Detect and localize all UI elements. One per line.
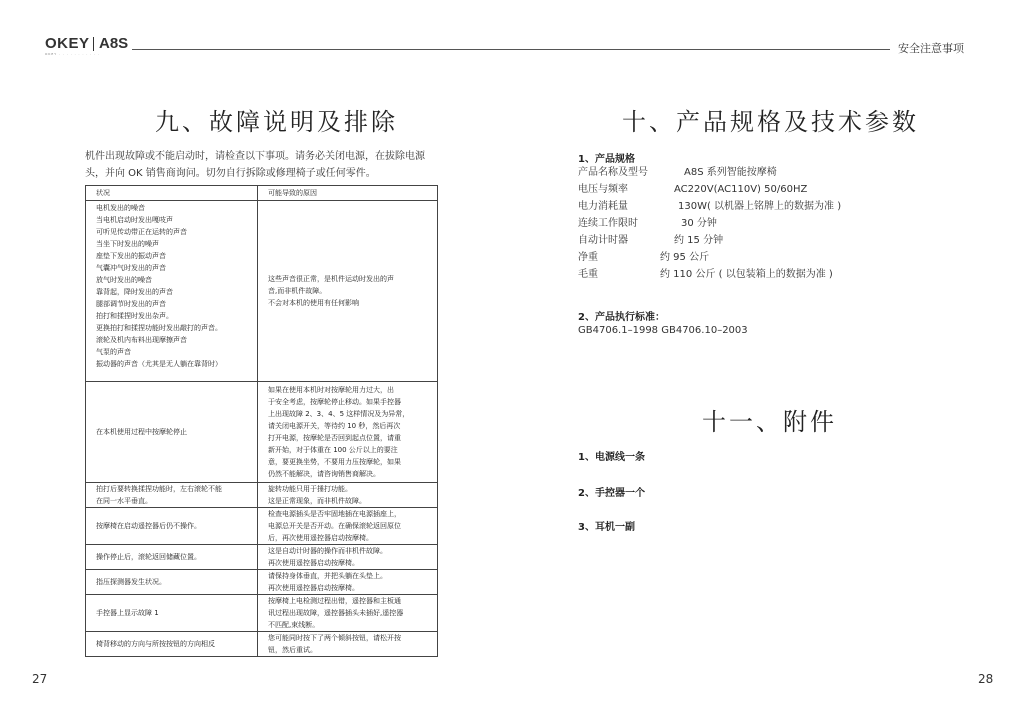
spec-row: [578, 266, 918, 283]
condition-line: 座垫下发出的振动声音: [96, 252, 166, 260]
intro-line: 机件出现故障或不能启动时，请检查以下事项。请务必关闭电源，在拔除电源: [85, 151, 425, 162]
cause-line: 讯过程出现故障，遥控器插头未插好,遥控器: [268, 609, 404, 617]
cause-line: 不会对本机的使用有任何影响: [268, 299, 359, 307]
logo-model-text: A8S: [99, 35, 129, 52]
cause-line: 再次使用遥控器启动按摩椅。: [268, 584, 359, 592]
cause-line: 音,而非机件故障。: [268, 287, 327, 295]
condition-line: 按摩椅在启动遥控器后仍不操作。: [96, 522, 201, 530]
page-number-right: 28: [978, 672, 994, 686]
cause-line: 再次使用遥控器启动按摩椅。: [268, 559, 359, 567]
cause-line: 这是正常现象，而非机件故障。: [268, 497, 366, 505]
spec-label: 产品名称及型号: [578, 167, 648, 178]
spec-row: [578, 164, 918, 181]
spec-value: 约 95 公斤: [660, 252, 710, 263]
cause-line: 电源总开关是否开动。在确保滚轮返回原位: [268, 522, 401, 530]
page-number-left: 27: [32, 672, 48, 686]
cause-cell: [258, 483, 438, 508]
cause-line: 检查电源插头是否牢固地插在电源插座上，: [268, 510, 401, 518]
cause-line: 钮，然后重试。: [268, 646, 317, 654]
condition-cell: [86, 382, 258, 483]
cause-line: 如果在使用本机时对按摩轮用力过大，出: [268, 386, 394, 394]
condition-line: 当坐下时发出的噪声: [96, 240, 159, 248]
condition-line: 放气时发出的噪音: [96, 276, 152, 284]
cause-line: 于安全考虑，按摩轮停止移动。如果手控器: [268, 398, 401, 406]
spec-value: 约 110 公斤 ( 以包装箱上的数据为准 ): [660, 269, 833, 280]
troubleshooting-intro: [85, 149, 457, 182]
condition-line: 腿部调节时发出的声音: [96, 300, 166, 308]
cause-cell: [258, 570, 438, 595]
table-row: [86, 508, 438, 545]
condition-line: 当电机启动时发出嘎吱声: [96, 216, 173, 224]
table-row: [86, 545, 438, 570]
cause-line: 打开电源，按摩轮是否回到起点位置，请重: [268, 434, 401, 442]
condition-line: 电机发出的噪音: [96, 204, 145, 212]
cause-line: 请关闭电源开关，等待约 10 秒，然后再次: [268, 422, 401, 430]
accessory-item: 3、耳机一副: [578, 522, 635, 533]
condition-line: 手控器上显示故障 1: [96, 609, 159, 617]
cause-line: 不匹配,束线断。: [268, 621, 320, 629]
troubleshooting-table: [85, 185, 438, 657]
condition-line: 更换拍打和揉捏功能时发出敲打的声音。: [96, 324, 222, 332]
column-header-cause: 可能导致的原因: [258, 186, 438, 201]
spec-row: [578, 198, 918, 215]
logo-divider: [93, 37, 94, 51]
spec-value: 130W( 以机器上铭牌上的数据为准 ): [678, 201, 842, 212]
spec-label: 电力消耗量: [578, 201, 628, 212]
cause-line: 按摩椅上电检测过程出错，遥控器和主板通: [268, 597, 401, 605]
spec-value: A8S 系列智能按摩椅: [684, 167, 777, 178]
logo-subtext: OKEY . . . . . . . . . . .: [45, 52, 101, 56]
condition-cell: [86, 545, 258, 570]
condition-line: 气囊冲气时发出的声音: [96, 264, 166, 272]
cause-line: 旋转功能只用于捶打功能。: [268, 485, 352, 493]
condition-line: 拍打和揉捏时发出杂声。: [96, 312, 173, 320]
spec-row: [578, 215, 918, 232]
condition-line: 在同一水平垂直。: [96, 497, 152, 505]
condition-line: 可听见传动带正在运转的声音: [96, 228, 187, 236]
spec-row: [578, 249, 918, 266]
spec-row: [578, 181, 918, 198]
cause-line: 这些声音很正常，是机件运动时发出的声: [268, 275, 394, 283]
standard-heading: 2、产品执行标准：: [578, 312, 665, 323]
table-row: [86, 632, 438, 657]
spec-label: 净重: [578, 252, 598, 263]
cause-cell: [258, 508, 438, 545]
troubleshooting-title: 九、故障说明及排除: [155, 108, 398, 136]
cause-line: 仍然不能解决，请咨询销售商解决。: [268, 470, 380, 478]
spec-list: [578, 164, 918, 289]
spec-label: 毛重: [578, 269, 598, 280]
cause-line: 这是自动计时器的操作而非机件故障。: [268, 547, 387, 555]
accessory-item: 2、手控器一个: [578, 488, 645, 499]
cause-line: 请保持身体垂直，并把头躺在头垫上。: [268, 572, 387, 580]
cause-cell: [258, 382, 438, 483]
spec-value: AC220V(AC110V) 50/60HZ: [674, 184, 808, 195]
spec-value: 30 分钟: [681, 218, 717, 229]
spec-value: 约 15 分钟: [674, 235, 724, 246]
table-row: [86, 570, 438, 595]
accessory-item: 1、电源线一条: [578, 452, 645, 463]
header-rule: [132, 49, 890, 50]
standard-text: GB4706.1–1998 GB4706.10–2003: [578, 325, 748, 336]
brand-logo: [45, 36, 127, 60]
condition-cell: [86, 483, 258, 508]
condition-cell: [86, 632, 258, 657]
table-header-row: [86, 186, 438, 201]
spec-label: 电压与频率: [578, 184, 628, 195]
table-row: [86, 483, 438, 508]
column-header-condition: 状况: [86, 186, 258, 201]
cause-line: 新开始，对于体重在 100 公斤以上的要注: [268, 446, 398, 454]
condition-line: 气泵的声音: [96, 348, 131, 356]
cause-line: 意，要更换坐势，不要用力压按摩轮，如果: [268, 458, 401, 466]
intro-line: 头，并向 OK 销售商询问。切勿自行拆除或修理椅子或任何零件。: [85, 167, 376, 179]
accessories-title: 十一、附件: [702, 408, 837, 436]
cause-cell: [258, 201, 438, 382]
cause-cell: [258, 632, 438, 657]
condition-line: 在本机使用过程中按摩轮停止: [96, 428, 187, 436]
cause-cell: [258, 595, 438, 632]
condition-line: 靠背起，降时发出的声音: [96, 288, 173, 296]
table-row: [86, 201, 438, 382]
spec-label: 自动计时器: [578, 235, 628, 246]
condition-line: 振动器的声音（尤其是无人躺在靠背时）: [96, 360, 222, 368]
condition-cell: [86, 595, 258, 632]
condition-line: 椅背移动的方向与所按按钮的方向相反: [96, 640, 215, 648]
condition-cell: [86, 201, 258, 382]
condition-line: 滚轮及机内布料出现摩擦声音: [96, 336, 187, 344]
specs-title: 十、产品规格及技术参数: [622, 108, 919, 136]
spec-label: 连续工作限时: [578, 218, 638, 229]
spec-heading: 1、产品规格: [578, 154, 635, 165]
table-row: [86, 595, 438, 632]
condition-line: 操作停止后，滚轮返回储藏位置。: [96, 553, 201, 561]
cause-line: 上出现故障 2、3、4、5 这样情况及为异常，: [268, 410, 410, 418]
condition-line: 拍打后要转换揉捏功能时，左右滚轮不能: [96, 485, 222, 493]
spec-row: [578, 232, 918, 249]
cause-line: 您可能同时按下了两个倾斜按钮，请松开按: [268, 634, 401, 642]
condition-line: 指压探测器发生状况。: [96, 578, 166, 586]
condition-cell: [86, 508, 258, 545]
cause-line: 后，再次使用遥控器启动按摩椅。: [268, 534, 373, 542]
header-section-tag: 安全注意事项: [898, 42, 964, 55]
logo-brand-text: OKEY: [45, 35, 90, 52]
condition-cell: [86, 570, 258, 595]
table-row: [86, 382, 438, 483]
cause-cell: [258, 545, 438, 570]
